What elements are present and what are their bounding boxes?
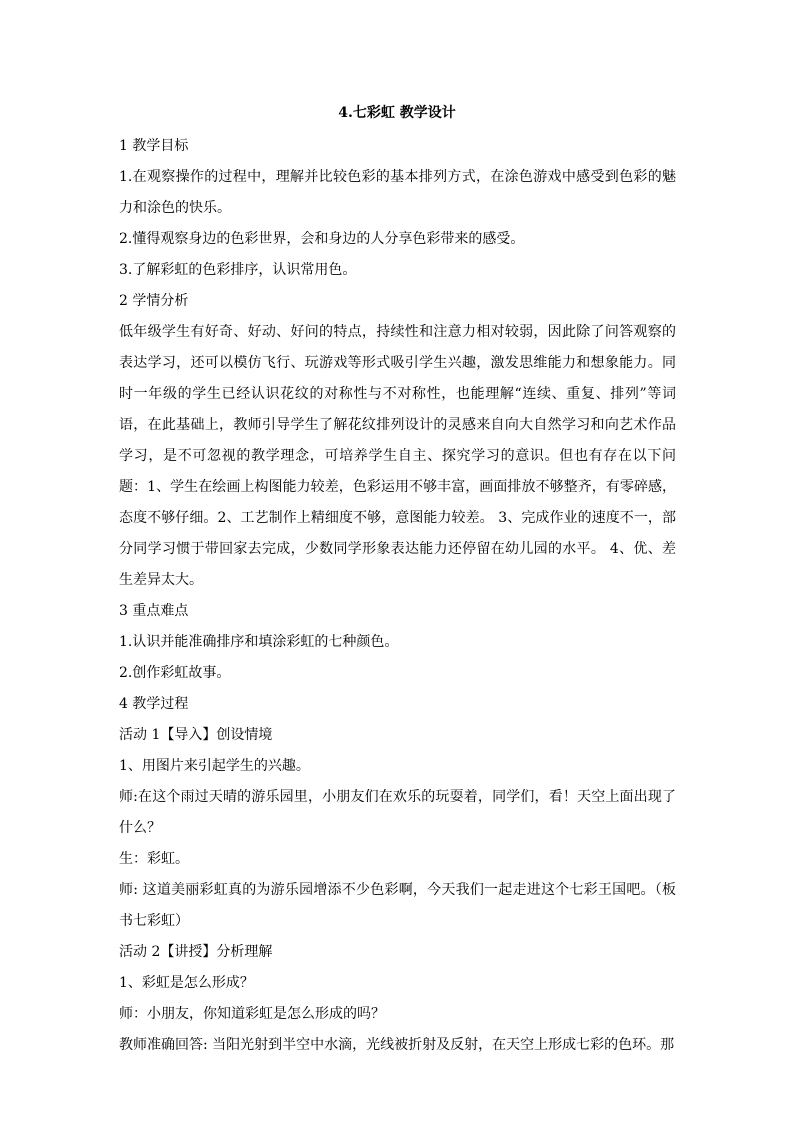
teacher-line-3: 师：小朋友，你知道彩虹是怎么形成的吗？ — [119, 1006, 385, 1022]
student-line-1: 生：彩虹。 — [119, 851, 189, 867]
activity-1-step-1: 1、用图片来引起学生的兴趣。 — [119, 758, 310, 774]
teacher-line-1: 师:在这个雨过天晴的游乐园里，小朋友们在欢乐的玩耍着，同学们，看！天空上面出现了什么？ — [119, 789, 676, 836]
section-heading-key-points: 3 重点难点 — [119, 603, 189, 619]
objective-3: 3.了解彩虹的色彩排序，认识常用色。 — [119, 262, 357, 278]
key-point-1: 1.认识并能准确排序和填涂彩虹的七种颜色。 — [119, 634, 399, 650]
section-heading-objectives: 1 教学目标 — [119, 138, 189, 154]
objective-1: 1.在观察操作的过程中，理解并比较色彩的基本排列方式，在涂色游戏中感受到色彩的魅力和涂色的快乐。 — [119, 169, 676, 216]
section-heading-analysis: 2 学情分析 — [119, 293, 189, 309]
activity-2-step-1: 1、彩虹是怎么形成？ — [119, 975, 254, 991]
document-body — [119, 131, 676, 1061]
activity-2-heading: 活动 2【讲授】分析理解 — [119, 944, 273, 960]
teacher-answer-line: 教师准确回答: 当阳光射到半空中水滴，光线被折射及反射，在天空上形成七彩的色环。那 — [119, 1037, 675, 1053]
section-heading-process: 4 教学过程 — [119, 696, 189, 712]
activity-1-heading: 活动 1【导入】创设情境 — [119, 727, 273, 743]
teacher-line-2: 师: 这道美丽彩虹真的为游乐园增添不少色彩啊，今天我们一起走进这个七彩王国吧。（板书七彩虹） — [119, 882, 676, 929]
analysis-paragraph: 低年级学生有好奇、好动、好问的特点，持续性和注意力相对较弱，因此除了问答观察的表达学习，还可以模仿飞行、玩游戏等形式吸引学生兴趣，激发思维能力和想象能力。同时一年级的学生已经认识花纹的对称性与不对称性，也能理解“连续、重复、排列”等词语，在此基础上，教师引导学生了解花纹排列设计的灵感来自向大自然学习和向艺术作品学习，是不可忽视的教学理念，可培养学生自主、探究学习的意识。但也有存在以下问题：1、学生在绘画上构图能力较差，色彩运用不够丰富，画面排放不够整齐，有零碎感，态度不够仔细。2、工艺制作上精细度不够，意图能力较差。 3、完成作业的速度不一，部分同学习惯于带回家去完成，少数同学形象表达能力还停留在幼儿园的水平。 4、优、差生差异太大。 — [119, 324, 676, 588]
key-point-2: 2.创作彩虹故事。 — [119, 665, 231, 681]
document-title: 4.七彩虹 教学设计 — [338, 105, 456, 121]
objective-2: 2.懂得观察身边的色彩世界，会和身边的人分享色彩带来的感受。 — [119, 231, 525, 247]
